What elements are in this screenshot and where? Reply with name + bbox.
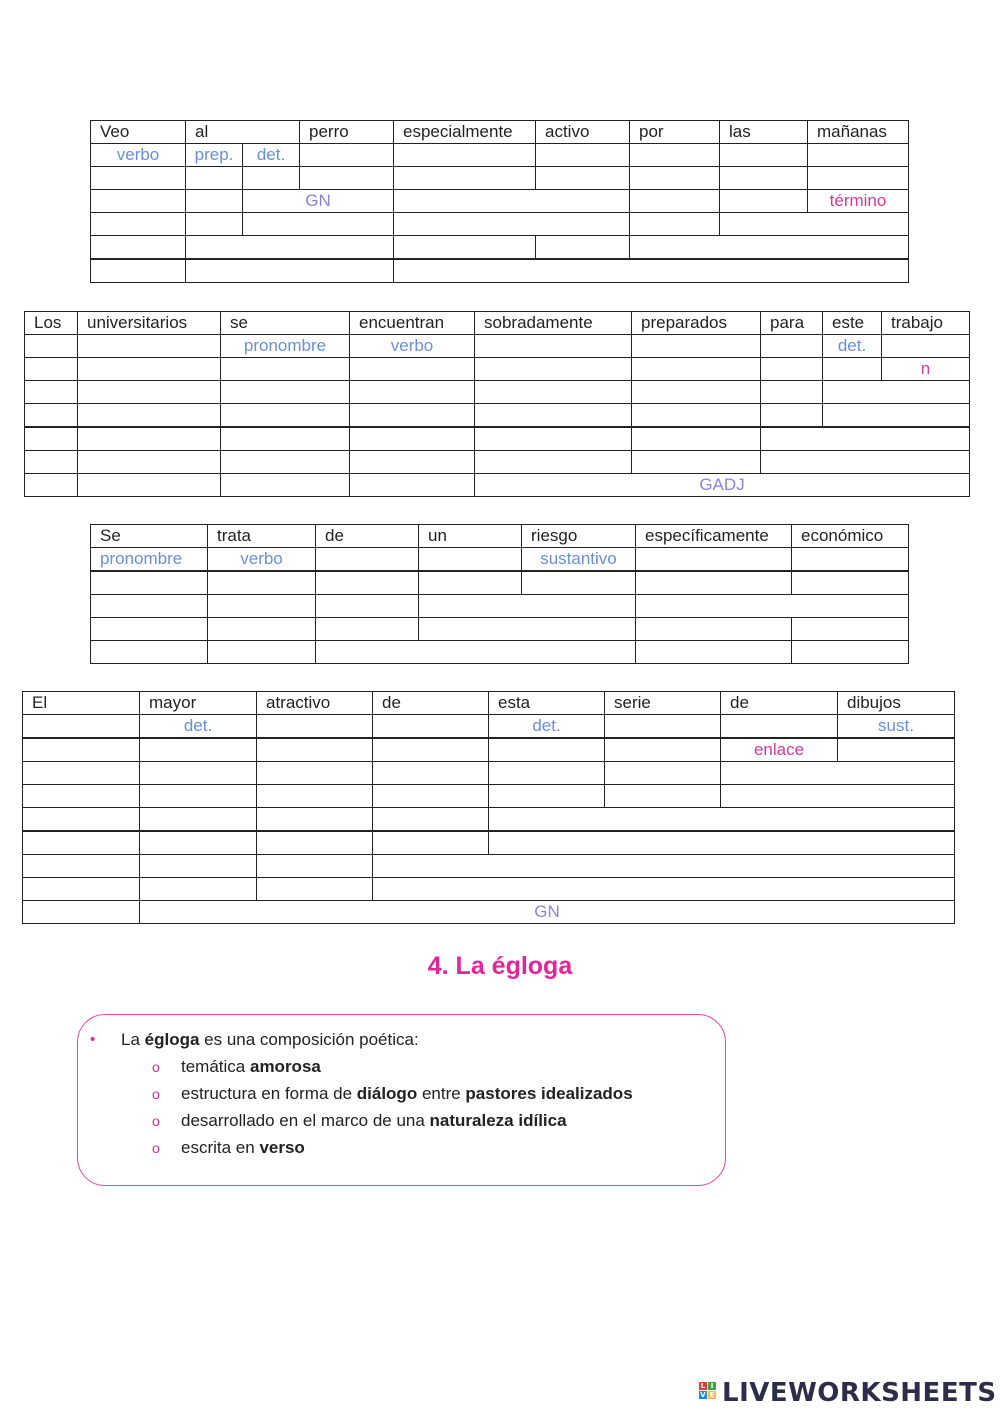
answer-cell[interactable] [139,738,257,762]
analysis-table-2 [24,311,970,498]
answer-cell[interactable] [139,877,257,901]
answer-cell[interactable] [256,831,373,855]
item-bold: amorosa [249,1057,321,1076]
word-cell: Veo [90,120,186,144]
answer-cell[interactable] [535,235,630,259]
answer-cell[interactable] [220,473,350,497]
word-cell: mayor [139,691,257,715]
sub-bullet-icon: o [152,1113,160,1129]
word-cell: de [372,691,489,715]
label-cell[interactable]: verbo [349,334,475,358]
answer-cell[interactable] [474,380,632,404]
answer-cell[interactable] [372,877,955,901]
word-cell: serie [604,691,721,715]
label-cell[interactable]: det. [488,714,605,738]
sub-bullet-icon: o [152,1140,160,1156]
answer-cell[interactable] [604,761,721,785]
answer-cell[interactable] [220,380,350,404]
label-cell[interactable]: sustantivo [521,547,636,571]
word-cell: un [418,524,522,548]
word-cell: riesgo [521,524,636,548]
word-cell: de [315,524,419,548]
answer-cell[interactable] [488,807,955,831]
logo-text: LIVEWORKSHEETS [722,1378,997,1408]
definition-box [77,1014,726,1186]
answer-cell[interactable] [90,571,208,595]
label-cell[interactable]: n [881,357,970,381]
answer-cell[interactable] [22,900,140,924]
answer-cell[interactable] [349,357,475,381]
word-cell: atractivo [256,691,373,715]
answer-cell[interactable] [220,450,350,474]
answer-cell[interactable] [139,761,257,785]
label-cell[interactable]: término [807,189,909,213]
list-item [181,1084,633,1104]
answer-cell[interactable] [185,189,243,213]
answer-cell[interactable] [393,259,909,283]
list-item [181,1057,321,1077]
analysis-table-4 [22,691,955,925]
answer-cell[interactable] [822,380,970,404]
answer-cell[interactable] [22,714,140,738]
label-cell[interactable]: det. [822,334,882,358]
word-cell: para [760,311,823,335]
list-item [181,1138,305,1158]
answer-cell[interactable] [185,166,243,190]
answer-cell[interactable] [760,334,823,358]
answer-cell[interactable] [474,357,632,381]
answer-cell[interactable] [822,403,970,427]
answer-cell[interactable] [635,547,792,571]
answer-cell[interactable] [635,571,792,595]
answer-cell[interactable] [207,571,316,595]
analysis-table-1 [90,120,909,285]
answer-cell[interactable] [349,403,475,427]
answer-cell[interactable] [719,189,808,213]
word-cell: encuentran [349,311,475,335]
word-cell: El [22,691,140,715]
answer-cell[interactable] [349,450,475,474]
answer-cell[interactable] [719,212,909,236]
answer-cell[interactable] [90,259,186,283]
label-cell[interactable]: verbo [90,143,186,167]
answer-cell[interactable] [242,166,300,190]
answer-cell[interactable] [90,212,186,236]
answer-cell[interactable] [24,427,78,451]
label-cell[interactable]: prep. [185,143,243,167]
word-cell: se [220,311,350,335]
word-cell: específicamente [635,524,792,548]
answer-cell[interactable] [24,334,78,358]
answer-cell[interactable] [372,784,489,808]
intro-bold: égloga [144,1030,200,1049]
item-text: desarrollado en el marco de una [181,1111,430,1130]
answer-cell[interactable] [185,259,394,283]
item-text: entre [417,1084,466,1103]
answer-cell[interactable] [139,831,257,855]
word-cell: especialmente [393,120,536,144]
answer-cell[interactable] [139,854,257,878]
word-cell: de [720,691,838,715]
answer-cell[interactable] [631,380,761,404]
answer-cell[interactable] [77,403,222,427]
item-bold: naturaleza idílica [429,1111,567,1130]
answer-cell[interactable] [77,380,222,404]
word-cell: trata [207,524,316,548]
answer-cell[interactable] [90,617,208,641]
answer-cell[interactable] [418,571,522,595]
label-cell[interactable]: GN [139,900,955,924]
item-text: temática [181,1057,250,1076]
answer-cell[interactable] [807,166,909,190]
item-bold: verso [259,1138,305,1157]
answer-cell[interactable] [24,473,78,497]
answer-cell[interactable] [719,143,808,167]
answer-cell[interactable] [631,403,761,427]
answer-cell[interactable] [418,617,636,641]
answer-cell[interactable] [760,403,823,427]
answer-cell[interactable] [807,143,909,167]
answer-cell[interactable] [22,854,140,878]
answer-cell[interactable] [139,784,257,808]
logo-letter: L [700,1382,706,1390]
answer-cell[interactable] [791,571,909,595]
answer-cell[interactable] [629,143,720,167]
answer-cell[interactable] [77,357,222,381]
item-text: estructura en forma de [181,1084,357,1103]
word-cell: al [185,120,300,144]
answer-cell[interactable] [393,235,536,259]
answer-cell[interactable] [629,235,909,259]
answer-cell[interactable] [474,427,632,451]
word-cell: económico [791,524,909,548]
answer-cell[interactable] [77,334,222,358]
answer-cell[interactable] [315,617,419,641]
word-cell: Se [90,524,208,548]
answer-cell[interactable] [791,547,909,571]
answer-cell[interactable] [372,854,955,878]
label-cell[interactable]: GADJ [474,473,970,497]
answer-cell[interactable] [315,640,636,664]
answer-cell[interactable] [631,450,761,474]
answer-cell[interactable] [604,784,721,808]
answer-cell[interactable] [822,357,882,381]
answer-cell[interactable] [604,738,721,762]
answer-cell[interactable] [207,617,316,641]
answer-cell[interactable] [24,450,78,474]
answer-cell[interactable] [139,807,257,831]
answer-cell[interactable] [629,166,720,190]
answer-cell[interactable] [299,143,394,167]
label-cell[interactable]: det. [139,714,257,738]
answer-cell[interactable] [760,450,970,474]
word-cell: por [629,120,720,144]
logo-letter: I [708,1382,716,1390]
item-text: escrita en [181,1138,260,1157]
answer-cell[interactable] [372,761,489,785]
answer-cell[interactable] [77,473,222,497]
answer-cell[interactable] [488,738,605,762]
answer-cell[interactable] [418,547,522,571]
liveworksheets-logo [697,1376,997,1412]
word-cell: dibujos [837,691,955,715]
answer-cell[interactable] [372,807,489,831]
answer-cell[interactable] [629,212,720,236]
word-cell: universitarios [77,311,222,335]
answer-cell[interactable] [256,877,373,901]
answer-cell[interactable] [631,357,761,381]
answer-cell[interactable] [77,427,222,451]
answer-cell[interactable] [207,640,316,664]
word-cell: perro [299,120,394,144]
answer-cell[interactable] [220,357,350,381]
answer-cell[interactable] [22,738,140,762]
sub-bullet-icon: o [152,1086,160,1102]
answer-cell[interactable] [372,738,489,762]
answer-cell[interactable] [90,166,186,190]
answer-cell[interactable] [474,403,632,427]
intro-line [121,1030,419,1050]
answer-cell[interactable] [90,640,208,664]
answer-cell[interactable] [760,357,823,381]
answer-cell[interactable] [881,334,970,358]
answer-cell[interactable] [90,235,186,259]
answer-cell[interactable] [635,640,792,664]
label-cell[interactable]: pronombre [90,547,208,571]
answer-cell[interactable] [22,761,140,785]
label-cell[interactable]: enlace [720,738,838,762]
answer-cell[interactable] [791,617,909,641]
answer-cell[interactable] [256,714,373,738]
bullet-icon: • [90,1031,96,1048]
answer-cell[interactable] [315,547,419,571]
answer-cell[interactable] [629,189,720,213]
logo-letter: E [709,1391,715,1399]
answer-cell[interactable] [535,143,630,167]
answer-cell[interactable] [474,334,632,358]
answer-cell[interactable] [256,854,373,878]
label-cell[interactable]: GN [242,189,394,213]
answer-cell[interactable] [256,738,373,762]
answer-cell[interactable] [372,714,489,738]
answer-cell[interactable] [372,831,489,855]
answer-cell[interactable] [77,450,222,474]
answer-cell[interactable] [22,807,140,831]
answer-cell[interactable] [22,831,140,855]
item-bold: pastores idealizados [465,1084,633,1103]
intro-pre: La [121,1030,145,1049]
item-bold: diálogo [356,1084,418,1103]
answer-cell[interactable] [720,714,838,738]
answer-cell[interactable] [220,427,350,451]
answer-cell[interactable] [393,166,536,190]
answer-cell[interactable] [24,403,78,427]
word-cell: mañanas [807,120,909,144]
answer-cell[interactable] [631,334,761,358]
answer-cell[interactable] [604,714,721,738]
answer-cell[interactable] [720,784,955,808]
answer-cell[interactable] [837,738,955,762]
answer-cell[interactable] [185,235,394,259]
label-cell[interactable]: det. [242,143,300,167]
word-cell: preparados [631,311,761,335]
answer-cell[interactable] [185,212,243,236]
answer-cell[interactable] [635,617,792,641]
answer-cell[interactable] [24,380,78,404]
answer-cell[interactable] [256,807,373,831]
label-cell[interactable]: pronombre [220,334,350,358]
answer-cell[interactable] [349,427,475,451]
answer-cell[interactable] [22,784,140,808]
word-cell: activo [535,120,630,144]
answer-cell[interactable] [760,380,823,404]
answer-cell[interactable] [349,380,475,404]
answer-cell[interactable] [719,166,808,190]
word-cell: este [822,311,882,335]
answer-cell[interactable] [488,761,605,785]
label-cell[interactable]: verbo [207,547,316,571]
answer-cell[interactable] [393,212,630,236]
answer-cell[interactable] [207,594,316,618]
word-cell: las [719,120,808,144]
label-cell[interactable]: sust. [837,714,955,738]
answer-cell[interactable] [220,403,350,427]
answer-cell[interactable] [521,571,636,595]
answer-cell[interactable] [256,761,373,785]
answer-cell[interactable] [760,427,970,451]
answer-cell[interactable] [315,594,419,618]
answer-cell[interactable] [315,571,419,595]
word-cell: trabajo [881,311,970,335]
answer-cell[interactable] [631,427,761,451]
answer-cell[interactable] [299,166,394,190]
answer-cell[interactable] [22,877,140,901]
list-item [181,1111,567,1131]
answer-cell[interactable] [488,784,605,808]
answer-cell[interactable] [535,166,630,190]
logo-letter: V [700,1391,706,1399]
section-title: 4. La égloga [427,952,573,980]
answer-cell[interactable] [791,640,909,664]
answer-cell[interactable] [242,212,394,236]
analysis-table-3 [90,524,909,666]
answer-cell[interactable] [393,189,630,213]
answer-cell[interactable] [256,784,373,808]
answer-cell[interactable] [349,473,475,497]
answer-cell[interactable] [418,594,636,618]
answer-cell[interactable] [90,189,186,213]
answer-cell[interactable] [474,450,632,474]
answer-cell[interactable] [488,831,955,855]
answer-cell[interactable] [635,594,909,618]
answer-cell[interactable] [720,761,955,785]
answer-cell[interactable] [90,594,208,618]
sub-bullet-icon: o [152,1059,160,1075]
answer-cell[interactable] [393,143,536,167]
word-cell: esta [488,691,605,715]
word-cell: sobradamente [474,311,632,335]
word-cell: Los [24,311,78,335]
answer-cell[interactable] [24,357,78,381]
intro-post: es una composición poética: [199,1030,419,1049]
